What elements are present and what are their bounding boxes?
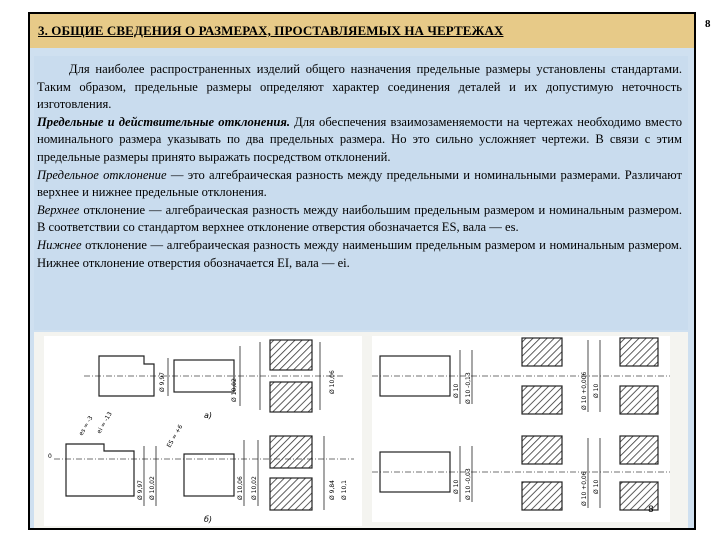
label-b: б) (204, 515, 213, 524)
paragraph-upper-deviation-text: отклонение — алгебраическая разность между наибольшим предельным размером и номинальным размером. В соответствии со стандартом верхнее отклонение отверстия обозначается ES, вала — es. (37, 202, 682, 235)
term-lower: Нижнее (37, 237, 82, 252)
dim-rt-3: Ø 10 +0,006 (581, 371, 588, 410)
paragraph-limit-deviation (37, 167, 682, 202)
drawing-right-top (372, 338, 670, 414)
paragraph-limit-deviation-text: — это алгебраическая разность между предельными и номинальными размерами. Различают верхнее и нижнее предельные отклонения. (37, 167, 682, 200)
dev-es: es = -3 (77, 414, 95, 437)
label-a: а) (204, 411, 213, 420)
dim-rb-3: Ø 10 +0,06 (581, 471, 588, 506)
term-upper: Верхнее (37, 202, 80, 217)
paragraph-deviations-text: Для обеспечения взаимозаменяемости на чертежах необходимо вместо номинального размера указывать по два предельных размера. Но это сильно усложняет чертежи. В связи с этим предельные размеры принято выражать посредством отклонений. (37, 114, 682, 164)
shaft-hole-drawing-right (372, 336, 670, 522)
dev-ES: ES = +6 (165, 423, 185, 449)
dim-a-1: Ø 9,97 (159, 372, 166, 392)
drawing-a (84, 340, 344, 420)
dim-rt-1: Ø 10 (453, 383, 460, 398)
dim-a-2: Ø 10,02 (231, 378, 238, 402)
term-deviations: Предельные и действительные отклонения. (37, 114, 290, 129)
page-number: 8 (705, 18, 711, 30)
dim-b-4: Ø 10,02 (251, 476, 258, 500)
paragraph-deviations (37, 114, 682, 167)
body-text (37, 61, 682, 272)
paragraph-upper-deviation (37, 202, 682, 237)
drawing-b (48, 411, 354, 524)
paragraph-intro: Для наиболее распространенных изделий общего назначения предельные размеры установлены стандартами. Таким образом, предельные размеры определяют характер соединения деталей и их допустимую неточность изготовления. (37, 62, 682, 112)
dim-b-3: Ø 10,06 (237, 476, 244, 500)
zero-line-label: 0 (48, 453, 52, 460)
dim-rb-2: Ø 10 -0,03 (465, 468, 472, 500)
dim-b-1: Ø 9,97 (137, 480, 144, 500)
term-limit-deviation: Предельное отклонение (37, 167, 167, 182)
dim-b-6: Ø 10,1 (341, 480, 348, 500)
dev-ei: ei = -13 (95, 410, 114, 435)
shaft-hole-drawing-left (44, 336, 362, 526)
dim-rt-4: Ø 10 (593, 383, 600, 398)
dim-b-2: Ø 10,02 (149, 476, 156, 500)
figure-left (44, 336, 362, 526)
corner-mark: 8 (648, 505, 654, 515)
figure-right (372, 336, 670, 522)
dim-rb-4: Ø 10 (593, 479, 600, 494)
dim-b-5: Ø 9,84 (329, 480, 336, 500)
paragraph-lower-deviation (37, 237, 682, 272)
paragraph-lower-deviation-text: отклонение — алгебраическая разность между наименьшим предельным размером и номинальным размером. Нижнее отклонение отверстия обозначается EI, вала — ei. (37, 237, 682, 270)
dim-rb-1: Ø 10 (453, 479, 460, 494)
drawing-right-bottom (372, 436, 670, 515)
dim-a-3: Ø 10,06 (329, 370, 336, 394)
page-title: 3. ОБЩИЕ СВЕДЕНИЯ О РАЗМЕРАХ, ПРОСТАВЛЯЕМЫХ НА ЧЕРТЕЖАХ (38, 23, 504, 38)
dim-rt-2: Ø 10 -0,13 (465, 372, 472, 404)
